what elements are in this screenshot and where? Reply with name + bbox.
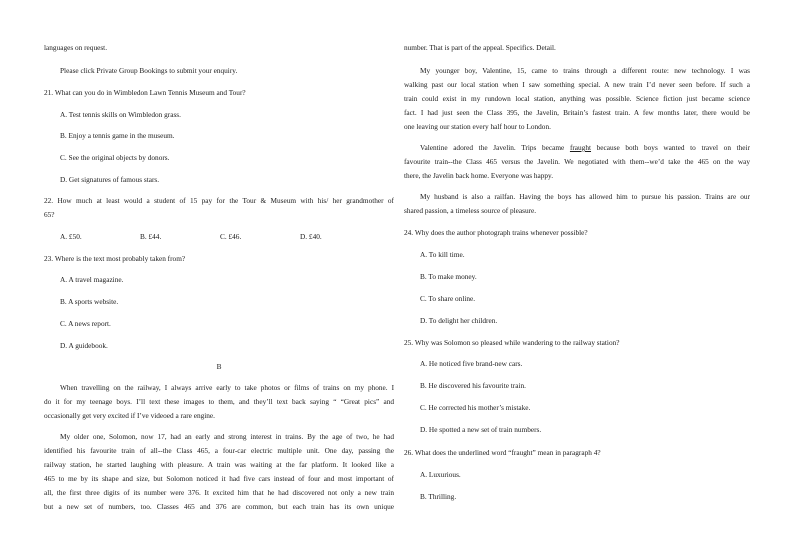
question-25-option-d: D. He spotted a new set of train numbers. [420, 425, 542, 434]
text-line: number. That is part of the appeal. Specifics. Detail. [404, 43, 556, 52]
question-24-option-c: C. To share online. [420, 294, 476, 303]
question-26-option-b: B. Thrilling. [420, 492, 457, 501]
text-run: because both boys wanted to travel on their [591, 143, 750, 152]
question-22-option-c: C. £46. [220, 232, 242, 241]
question-25-option-b: B. He discovered his favourite train. [420, 381, 526, 390]
text-line: languages on request. [44, 43, 108, 52]
question-22-options [44, 232, 394, 241]
paragraph-line: walking past our local station when I saw something special. A new train I’d never seen before. If such a [404, 80, 750, 89]
paragraph-line: 465 to me by its shape and size, but Solomon noticed it had five cars instead of four and most important of [44, 474, 394, 483]
paragraph-line: identified his favourite train of all--the Class 465, a four-car electric multiple unit. One day, passing the [44, 446, 394, 455]
question-23-option-b: B. A sports website. [60, 297, 119, 306]
section-heading: B [216, 362, 222, 371]
question-26-option-a: A. Luxurious. [420, 470, 461, 479]
question-21-option-a: A. Test tennis skills on Wimbledon grass. [60, 110, 181, 119]
question-23-option-c: C. A news report. [60, 319, 111, 328]
question-23-stem: 23. Where is the text most probably taken from? [44, 254, 186, 263]
paragraph-line: but a new set of numbers, too. Classes 465 and 376 are common, but each train has its own unique [44, 502, 394, 511]
question-23-option-d: D. A guidebook. [60, 341, 108, 350]
paragraph-line: favourite train--the Class 465 versus the Javelin. We negotiated with them--we’d take the 465 on the way [404, 157, 750, 166]
question-23-option-a: A. A travel magazine. [60, 275, 124, 284]
paragraph-line: My older one, Solomon, now 17, had an early and strong interest in trains. By the age of two, he had [60, 432, 394, 441]
paragraph-line: do it for my teenage boys. I’ll text these images to them, and they’ll text back saying “ “Great pics” and [44, 397, 394, 406]
question-24-option-b: B. To make money. [420, 272, 477, 281]
paragraph-line: shared passion, a timeless source of pleasure. [404, 206, 537, 215]
question-24-option-d: D. To delight her children. [420, 316, 498, 325]
question-21-option-c: C. See the original objects by donors. [60, 153, 170, 162]
paragraph-line: My husband is also a railfan. Having the boys has allowed him to pursue his passion. Trains are our [420, 192, 750, 201]
question-25-option-c: C. He corrected his mother’s mistake. [420, 403, 531, 412]
question-21-stem: 21. What can you do in Wimbledon Lawn Tennis Museum and Tour? [44, 88, 246, 97]
paragraph-line: When travelling on the railway, I always arrive early to take photos or films of trains on my phone. I [60, 383, 394, 392]
question-22-stem: 22. How much at least would a student of 15 pay for the Tour & Museum with his/ her grandmother of [44, 196, 394, 205]
question-25-stem: 25. Why was Solomon so pleased while wandering to the railway station? [404, 338, 620, 347]
underlined-word-fraught: fraught [569, 143, 592, 152]
paragraph-line: all, the first three digits of its number were 376. It excited him that he had discovered not only a new train [44, 488, 394, 497]
question-22-stem-cont: 65? [44, 210, 55, 219]
question-22-option-b: B. £44. [140, 232, 162, 241]
question-22-option-a: A. £50. [60, 232, 82, 241]
question-24-option-a: A. To kill time. [420, 250, 465, 259]
paragraph-line: there, the Javelin back home. Everyone was happy. [404, 171, 554, 180]
question-25-option-a: A. He noticed five brand-new cars. [420, 359, 523, 368]
question-21-option-b: B. Enjoy a tennis game in the museum. [60, 131, 175, 140]
question-22-option-d: D. £40. [300, 232, 322, 241]
question-26-stem: 26. What does the underlined word “fraught” mean in paragraph 4? [404, 448, 601, 457]
question-24-stem: 24. Why does the author photograph trains whenever possible? [404, 228, 588, 237]
paragraph-line: train could exist in my rundown local station, anything was possible. Science fiction just became science [404, 94, 750, 103]
question-21-option-d: D. Get signatures of famous stars. [60, 175, 160, 184]
paragraph-line [404, 143, 750, 152]
text-run: Valentine adored the Javelin. Trips became [420, 143, 570, 152]
paragraph-line: My younger boy, Valentine, 15, came to trains through a different route: new technology. I was [420, 66, 750, 75]
paragraph-line: one leaving our station every half hour to London. [404, 122, 551, 131]
paragraph-line: fact. I had just seen the Class 395, the Javelin, Britain’s fastest train. A few months later, there would be [404, 108, 750, 117]
paragraph-line: railway station, he started laughing with pleasure. A train was waiting at the far platform. It looked like a [44, 460, 394, 469]
text-line: Please click Private Group Bookings to submit your enquiry. [60, 66, 238, 75]
paragraph-line: occasionally get very excited if I’ve videoed a rare engine. [44, 411, 215, 420]
